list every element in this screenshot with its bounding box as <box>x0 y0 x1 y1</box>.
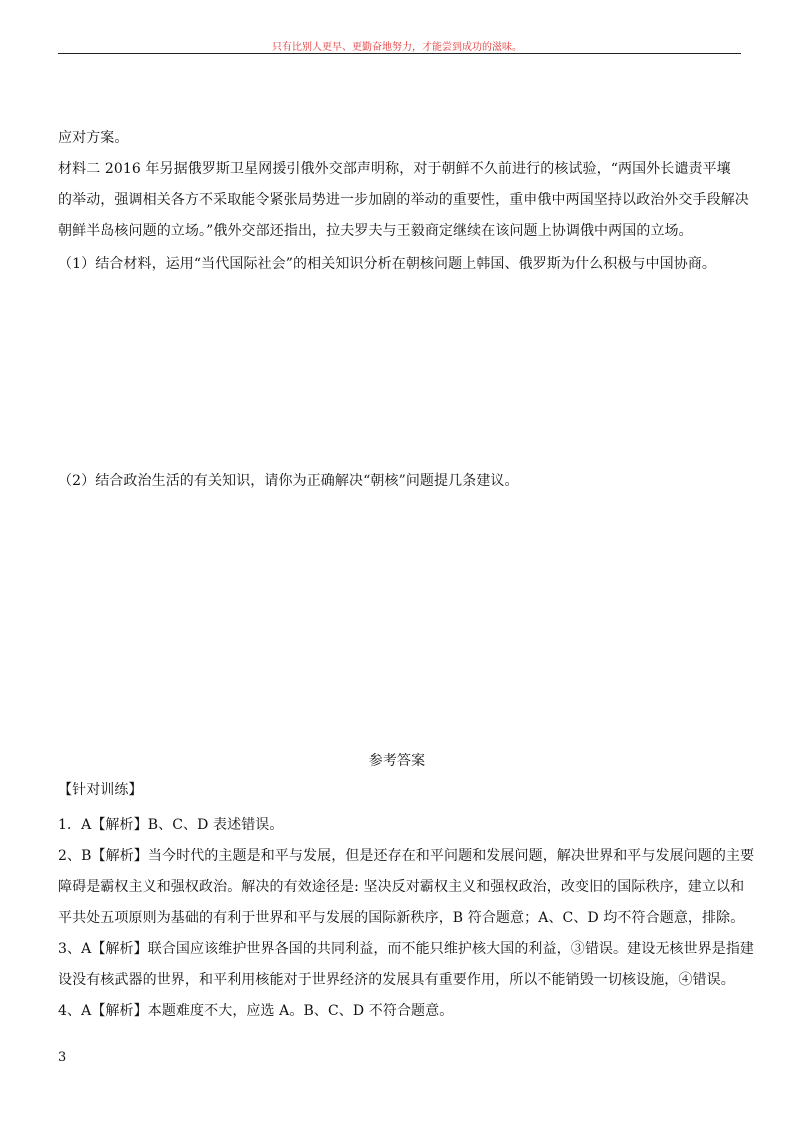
sub-question-1: （1）结合材料，运用“当代国际社会”的相关知识分析在朝核问题上韩国、俄罗斯为什么积极与中国协商。 <box>58 256 717 272</box>
answers-section-heading: 【针对训练】 <box>58 782 143 798</box>
answer-3-line-2: 设没有核武器的世界，和平利用核能对于世界经济的发展具有重要作用，所以不能销毁一切核设施，④错误。 <box>58 972 735 988</box>
page-number: 3 <box>58 1050 67 1065</box>
answer-4: 4、A【解析】本题难度不大，应选 A。B、C、D 不符合题意。 <box>58 1003 454 1019</box>
answer-3-line-1: 3、A【解析】联合国应该维护世界各国的共同利益，而不能只维护核大国的利益，③错误。建设无核世界是指建 <box>58 941 755 957</box>
answer-1: 1．A【解析】B、C、D 表述错误。 <box>58 817 284 833</box>
sub-question-2: （2）结合政治生活的有关知识，请你为正确解决“朝核”问题提几条建议。 <box>58 473 519 489</box>
answer-2-line-2: 障碍是霸权主义和强权政治。解决的有效途径是: 坚决反对霸权主义和强权政治，改变旧的国际秩序，建立以和 <box>58 879 745 895</box>
material-two-line-3: 朝鲜半岛核问题的立场。”俄外交部还指出，拉夫罗夫与王毅商定继续在该问题上协调俄中两国的立场。 <box>58 223 693 239</box>
question-text-line: 应对方案。 <box>58 130 129 146</box>
answer-2-line-1: 2、B【解析】当今时代的主题是和平与发展，但是还存在和平问题和发展问题，解决世界和平与发展问题的主要 <box>58 848 755 864</box>
material-two-line-1: 材料二 2016 年另据俄罗斯卫星网援引俄外交部声明称，对于朝鲜不久前进行的核试验，“两国外长谴责平壤 <box>58 161 731 177</box>
header-divider <box>58 53 741 54</box>
material-two-line-2: 的举动，强调相关各方不采取能令紧张局势进一步加剧的举动的重要性，重申俄中两国坚持以政治外交手段解决 <box>58 192 749 208</box>
header-motto: 只有比别人更早、更勤奋地努力，才能尝到成功的滋味。 <box>272 42 522 53</box>
answers-title: 参考答案 <box>368 753 426 769</box>
answer-2-line-3: 平共处五项原则为基础的有利于世界和平与发展的国际新秩序，B 符合题意；A、C、D 均不符合题意，排除。 <box>58 910 745 926</box>
